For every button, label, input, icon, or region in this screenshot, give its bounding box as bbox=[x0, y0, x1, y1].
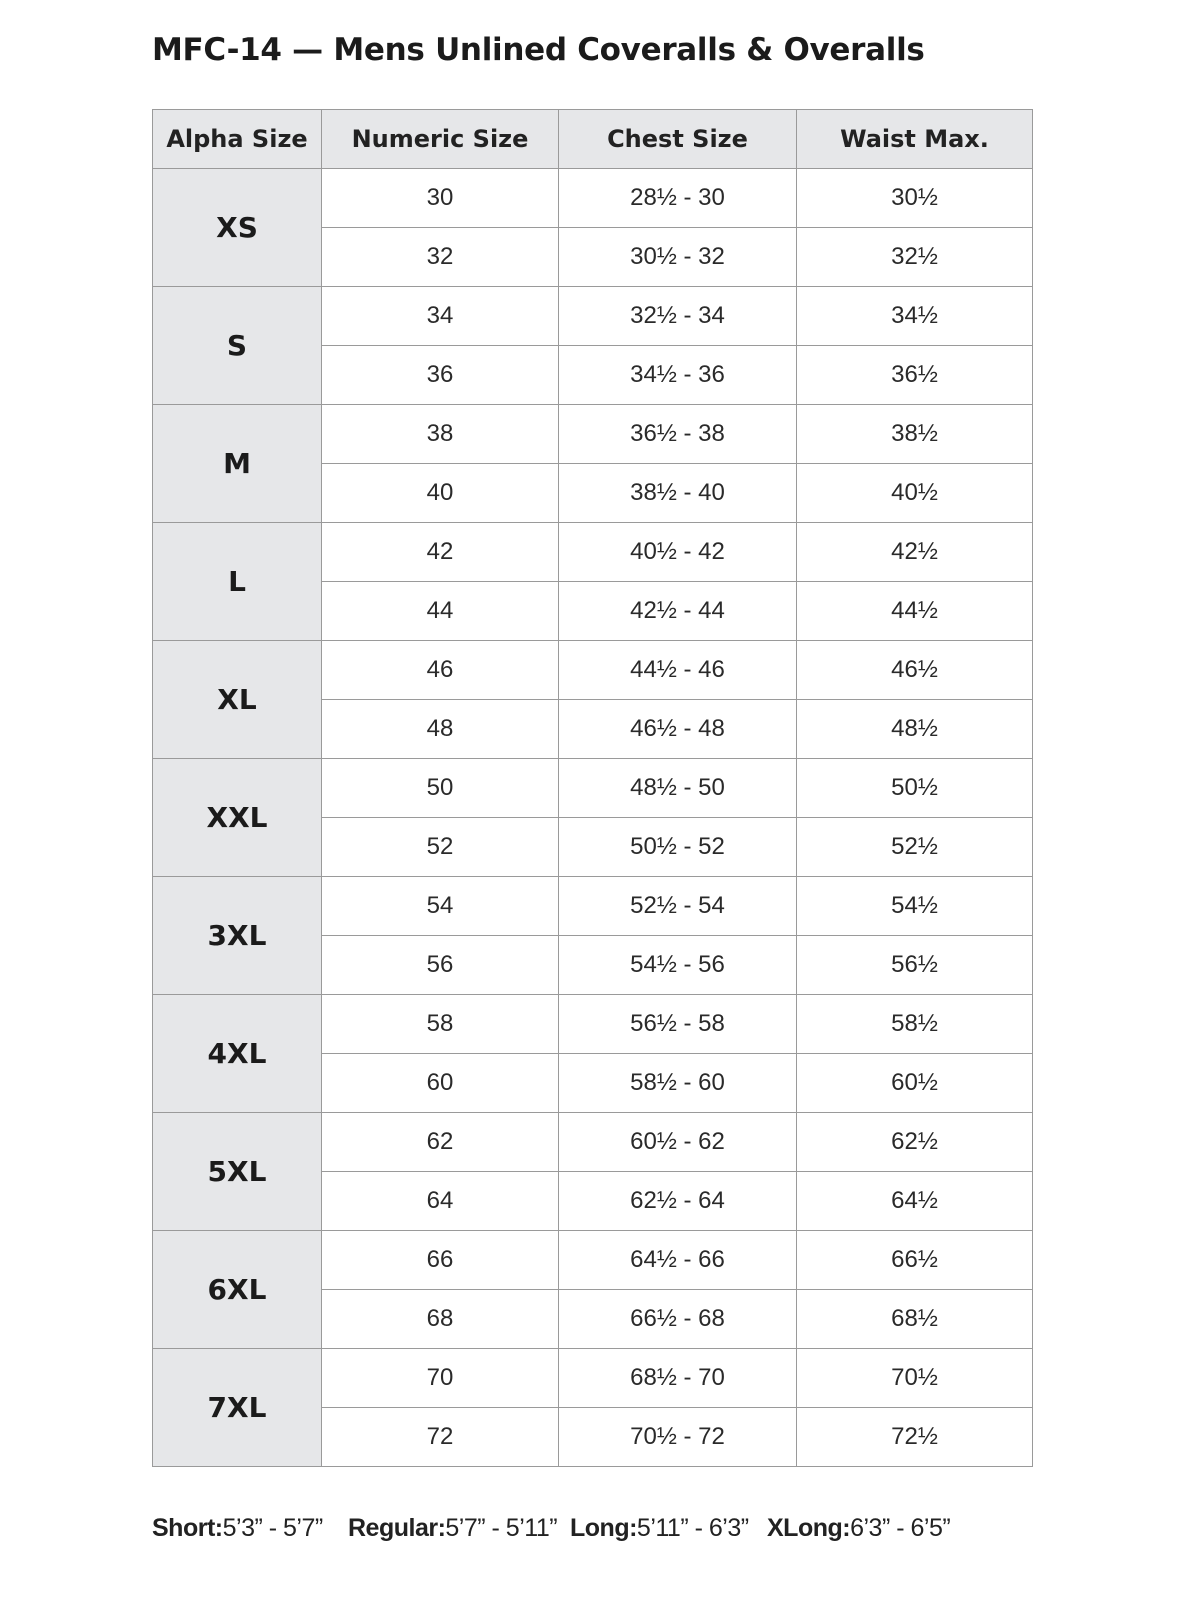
numeric-size-cell: 38 bbox=[322, 405, 559, 464]
alpha-size-cell: XXL bbox=[153, 759, 322, 877]
alpha-size-cell: 6XL bbox=[153, 1231, 322, 1349]
table-row bbox=[153, 523, 1033, 582]
numeric-size-cell: 34 bbox=[322, 287, 559, 346]
alpha-size-cell: 3XL bbox=[153, 877, 322, 995]
waist-max-cell: 56½ bbox=[797, 936, 1033, 995]
table-header bbox=[153, 110, 1033, 169]
alpha-size-cell: M bbox=[153, 405, 322, 523]
numeric-size-cell: 32 bbox=[322, 228, 559, 287]
numeric-size-cell: 72 bbox=[322, 1408, 559, 1467]
waist-max-cell: 50½ bbox=[797, 759, 1033, 818]
alpha-size-cell: XS bbox=[153, 169, 322, 287]
numeric-size-cell: 42 bbox=[322, 523, 559, 582]
numeric-size-cell: 62 bbox=[322, 1113, 559, 1172]
alpha-size-cell: 4XL bbox=[153, 995, 322, 1113]
waist-max-cell: 48½ bbox=[797, 700, 1033, 759]
inseam-value: 5’3” - 5’7” bbox=[222, 1514, 323, 1542]
chest-size-cell: 60½ - 62 bbox=[559, 1113, 797, 1172]
chest-size-cell: 66½ - 68 bbox=[559, 1290, 797, 1349]
table-row bbox=[153, 995, 1033, 1054]
chest-size-cell: 58½ - 60 bbox=[559, 1054, 797, 1113]
table-row bbox=[153, 287, 1033, 346]
numeric-size-cell: 40 bbox=[322, 464, 559, 523]
chest-size-cell: 54½ - 56 bbox=[559, 936, 797, 995]
header-row bbox=[153, 110, 1033, 169]
chest-size-cell: 62½ - 64 bbox=[559, 1172, 797, 1231]
header-chest-size: Chest Size bbox=[559, 110, 797, 169]
waist-max-cell: 46½ bbox=[797, 641, 1033, 700]
inseam-short bbox=[152, 1514, 323, 1543]
numeric-size-cell: 58 bbox=[322, 995, 559, 1054]
inseam-value: 5’11” - 6’3” bbox=[636, 1514, 749, 1542]
waist-max-cell: 44½ bbox=[797, 582, 1033, 641]
chest-size-cell: 46½ - 48 bbox=[559, 700, 797, 759]
numeric-size-cell: 46 bbox=[322, 641, 559, 700]
inseam-label: Short: bbox=[152, 1514, 223, 1542]
table-row bbox=[153, 405, 1033, 464]
numeric-size-cell: 70 bbox=[322, 1349, 559, 1408]
numeric-size-cell: 66 bbox=[322, 1231, 559, 1290]
chest-size-cell: 30½ - 32 bbox=[559, 228, 797, 287]
table-row bbox=[153, 1231, 1033, 1290]
alpha-size-cell: 5XL bbox=[153, 1113, 322, 1231]
numeric-size-cell: 36 bbox=[322, 346, 559, 405]
numeric-size-cell: 30 bbox=[322, 169, 559, 228]
waist-max-cell: 72½ bbox=[797, 1408, 1033, 1467]
numeric-size-cell: 44 bbox=[322, 582, 559, 641]
chest-size-cell: 48½ - 50 bbox=[559, 759, 797, 818]
waist-max-cell: 52½ bbox=[797, 818, 1033, 877]
chest-size-cell: 42½ - 44 bbox=[559, 582, 797, 641]
chest-size-cell: 40½ - 42 bbox=[559, 523, 797, 582]
waist-max-cell: 66½ bbox=[797, 1231, 1033, 1290]
waist-max-cell: 60½ bbox=[797, 1054, 1033, 1113]
numeric-size-cell: 48 bbox=[322, 700, 559, 759]
chest-size-cell: 36½ - 38 bbox=[559, 405, 797, 464]
chest-size-cell: 64½ - 66 bbox=[559, 1231, 797, 1290]
chest-size-cell: 44½ - 46 bbox=[559, 641, 797, 700]
waist-max-cell: 42½ bbox=[797, 523, 1033, 582]
waist-max-cell: 64½ bbox=[797, 1172, 1033, 1231]
inseam-label: Long: bbox=[570, 1514, 637, 1542]
chest-size-cell: 34½ - 36 bbox=[559, 346, 797, 405]
waist-max-cell: 32½ bbox=[797, 228, 1033, 287]
chest-size-cell: 38½ - 40 bbox=[559, 464, 797, 523]
page-title: MFC-14 — Mens Unlined Coveralls & Overalls bbox=[152, 32, 925, 68]
waist-max-cell: 34½ bbox=[797, 287, 1033, 346]
waist-max-cell: 54½ bbox=[797, 877, 1033, 936]
alpha-size-cell: L bbox=[153, 523, 322, 641]
waist-max-cell: 30½ bbox=[797, 169, 1033, 228]
inseam-value: 6’3” - 6’5” bbox=[850, 1514, 951, 1542]
table-row bbox=[153, 169, 1033, 228]
numeric-size-cell: 52 bbox=[322, 818, 559, 877]
chest-size-cell: 70½ - 72 bbox=[559, 1408, 797, 1467]
table-row bbox=[153, 641, 1033, 700]
table-row bbox=[153, 877, 1033, 936]
waist-max-cell: 62½ bbox=[797, 1113, 1033, 1172]
chest-size-cell: 50½ - 52 bbox=[559, 818, 797, 877]
inseam-label: Regular: bbox=[348, 1514, 446, 1542]
waist-max-cell: 36½ bbox=[797, 346, 1033, 405]
header-waist-max: Waist Max. bbox=[797, 110, 1033, 169]
chest-size-cell: 56½ - 58 bbox=[559, 995, 797, 1054]
table-row bbox=[153, 1349, 1033, 1408]
numeric-size-cell: 50 bbox=[322, 759, 559, 818]
alpha-size-cell: 7XL bbox=[153, 1349, 322, 1467]
inseam-value: 5’7” - 5’11” bbox=[445, 1514, 558, 1542]
numeric-size-cell: 68 bbox=[322, 1290, 559, 1349]
waist-max-cell: 58½ bbox=[797, 995, 1033, 1054]
numeric-size-cell: 64 bbox=[322, 1172, 559, 1231]
alpha-size-cell: XL bbox=[153, 641, 322, 759]
size-chart-table bbox=[152, 109, 1033, 1467]
inseam-label: XLong: bbox=[767, 1514, 851, 1542]
waist-max-cell: 40½ bbox=[797, 464, 1033, 523]
chest-size-cell: 32½ - 34 bbox=[559, 287, 797, 346]
waist-max-cell: 70½ bbox=[797, 1349, 1033, 1408]
inseam-long bbox=[570, 1514, 749, 1543]
header-alpha-size: Alpha Size bbox=[153, 110, 322, 169]
chest-size-cell: 68½ - 70 bbox=[559, 1349, 797, 1408]
chest-size-cell: 28½ - 30 bbox=[559, 169, 797, 228]
table-body bbox=[153, 169, 1033, 1467]
waist-max-cell: 38½ bbox=[797, 405, 1033, 464]
numeric-size-cell: 60 bbox=[322, 1054, 559, 1113]
numeric-size-cell: 54 bbox=[322, 877, 559, 936]
header-numeric-size: Numeric Size bbox=[322, 110, 559, 169]
alpha-size-cell: S bbox=[153, 287, 322, 405]
inseam-regular bbox=[348, 1514, 557, 1543]
table-row bbox=[153, 759, 1033, 818]
inseam-xlong bbox=[767, 1514, 950, 1543]
table-row bbox=[153, 1113, 1033, 1172]
waist-max-cell: 68½ bbox=[797, 1290, 1033, 1349]
numeric-size-cell: 56 bbox=[322, 936, 559, 995]
chest-size-cell: 52½ - 54 bbox=[559, 877, 797, 936]
